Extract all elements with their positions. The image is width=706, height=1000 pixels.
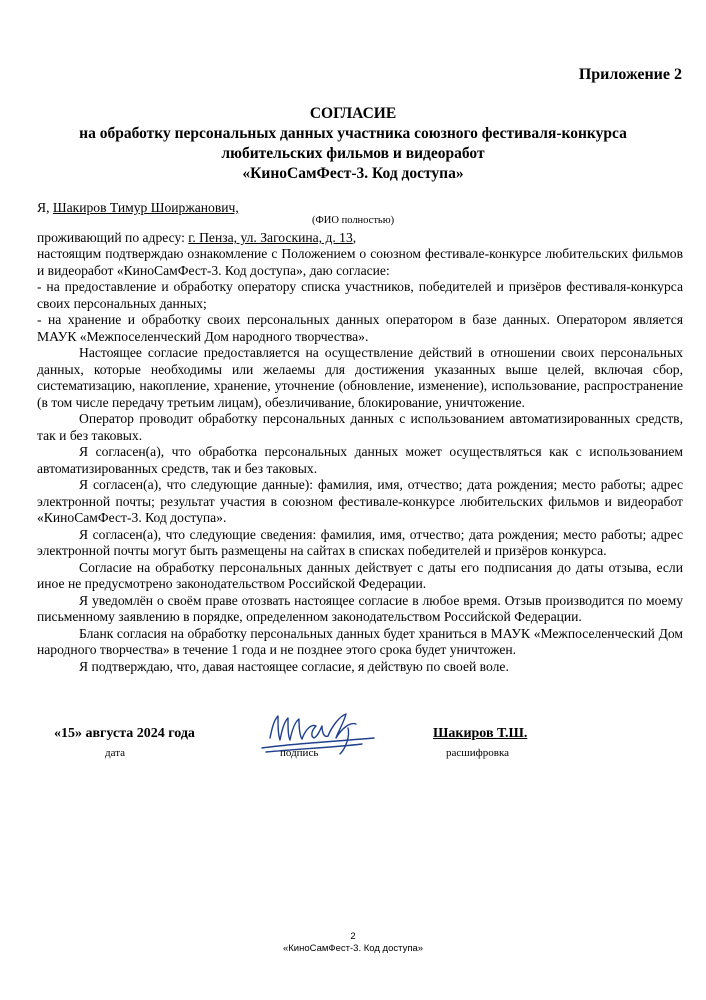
- paragraph-2: - на предоставление и обработку оператору списка участников, победителей и призёров фестиваля-конкурса своих персональных данных;: [37, 279, 683, 311]
- paragraph-11: Бланк согласия на обработку персональных данных будет храниться в МАУК «Межпоселенческий Дом народного творчества» в течение 1 года и не позднее этого срока будет уничтожен.: [37, 625, 683, 657]
- signature-row: [0, 726, 706, 776]
- fio-prefix: Я,: [37, 200, 53, 215]
- fio-value: Шакиров Тимур Шоиржанович,: [52, 200, 239, 215]
- paragraph-5: Оператор проводит обработку персональных данных с использованием автоматизированных средств, так и без таковых.: [37, 411, 683, 443]
- signer-name: Шакиров Т.Ш.: [433, 726, 528, 741]
- address-value: г. Пенза, ул. Загоскина, д. 13: [188, 230, 353, 245]
- consent-body: [37, 246, 683, 675]
- document-title: [24, 104, 682, 184]
- title-line-1: на обработку персональных данных участника союзного фестиваля-конкурса: [79, 125, 627, 142]
- fio-note: (ФИО полностью): [312, 215, 395, 226]
- signature-caption: подпись: [280, 747, 319, 759]
- date-caption: дата: [105, 747, 126, 759]
- name-caption: расшифровка: [446, 747, 510, 759]
- title-line-3: «КиноСамФест-3. Код доступа»: [242, 165, 464, 182]
- paragraph-7: Я согласен(а), что следующие данные): фамилия, имя, отчество; дата рождения; место работы; адрес электронной почты; результат участия в союзном фестивале-конкурсе любительских фильмов и видеоработ «КиноСамФест-3. Код доступа».: [37, 477, 683, 525]
- paragraph-8: Я согласен(а), что следующие сведения: фамилия, имя, отчество; дата рождения; место работы; адрес электронной почты могут быть размещены на сайтах в списках победителей и призёров конкурса.: [37, 526, 683, 558]
- title-heading: СОГЛАСИЕ: [309, 105, 397, 122]
- paragraph-1: настоящим подтверждаю ознакомление с Положением о союзном фестивале-конкурсе любительских фильмов и видеоработ «КиноСамФест-3. Код доступа», даю согласие:: [37, 246, 683, 278]
- footer-text: «КиноСамФест-3. Код доступа»: [282, 943, 424, 954]
- paragraph-4: Настоящее согласие предоставляется на осуществление действий в отношении своих персональных данных, которые необходимы или желаемы для достижения указанных выше целей, включая сбор, систематизацию, накопление, хранение, уточнение (обновление, изменение), использование, распространение (в том числе передачу третьим лицам), обезличивание, блокирование, уничтожение.: [37, 345, 683, 410]
- appendix-label: Приложение 2: [578, 66, 682, 83]
- paragraph-10: Я уведомлён о своём праве отозвать настоящее согласие в любое время. Отзыв производится по моему письменному заявлению в порядке, определенном законодательством Российской Федерации.: [37, 592, 683, 624]
- signature-date: «15» августа 2024 года: [54, 726, 195, 741]
- page-number: 2: [350, 931, 356, 942]
- paragraph-12: Я подтверждаю, что, давая настоящее согласие, я действую по своей воле.: [79, 658, 509, 674]
- page-footer: [0, 931, 706, 955]
- paragraph-6: Я согласен(а), что обработка персональных данных может осуществляться как с использованием автоматизированных средств, так и без таковых.: [37, 444, 683, 476]
- paragraph-3: - на хранение и обработку своих персональных данных оператором в базе данных. Оператором является МАУК «Межпоселенческий Дом народного творчества».: [37, 312, 683, 344]
- paragraph-9: Согласие на обработку персональных данных действует с даты его подписания до даты отзыва, если иное не предусмотрено законодательством Российской Федерации.: [37, 559, 683, 591]
- address-suffix: ,: [352, 230, 357, 245]
- address-line: [37, 230, 683, 247]
- address-prefix: проживающий по адресу:: [37, 230, 189, 245]
- title-line-2: любительских фильмов и видеоработ: [221, 145, 485, 162]
